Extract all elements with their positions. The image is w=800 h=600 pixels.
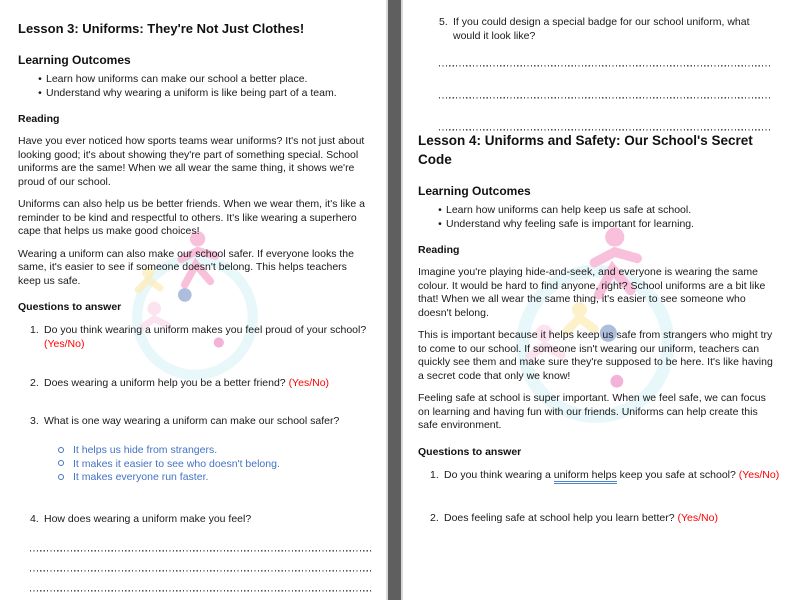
multiple-choice-options bbox=[18, 444, 372, 485]
question-item-3 bbox=[18, 415, 372, 429]
lesson4-title: Lesson 4: Uniforms and Safety: Our School's Secret Code bbox=[418, 133, 753, 167]
question-number: 2. bbox=[430, 512, 439, 524]
question-text: What is one way wearing a uniform can make our school safer? bbox=[44, 414, 340, 427]
question-text: Does feeling safe at school help you learn better? (Yes/No) bbox=[444, 512, 718, 524]
answer-hint: (Yes/No) bbox=[288, 377, 330, 389]
answer-hint: (Yes/No) bbox=[677, 512, 718, 524]
question-item-2 bbox=[18, 377, 372, 391]
circle-bullet-icon bbox=[58, 460, 64, 466]
question-number: 2. bbox=[30, 377, 39, 389]
page-left bbox=[0, 0, 386, 600]
option-text: It makes it easier to see who doesn't belong. bbox=[73, 457, 280, 470]
bullet-icon: • bbox=[38, 86, 42, 99]
outcome-item bbox=[418, 204, 774, 218]
question-text: Do you think wearing a uniform helps keep you safe at school? (Yes/No) bbox=[444, 469, 779, 483]
questions-heading: Questions to answer bbox=[18, 301, 122, 313]
reading-paragraph: Imagine you're playing hide-and-seek, and everyone is wearing the same colour. It would be hard to find anyone, right? School uniforms are a bit like that! When we all wear the same thing, it's easier to see someone who doesn't belong. bbox=[418, 266, 766, 319]
grammar-flagged-text: uniform helps bbox=[554, 469, 617, 484]
question-text: How does wearing a uniform make you feel? bbox=[44, 512, 252, 525]
outcomes-list bbox=[18, 73, 372, 100]
reading-paragraph: Have you ever noticed how sports teams wear uniforms? It's not just about looking good; it's about showing they're part of something special. School uniforms are the same! When we all wear the same thing, it shows we're proud of our school. bbox=[18, 135, 365, 188]
question-item-1 bbox=[18, 324, 372, 351]
outcome-item bbox=[418, 218, 774, 232]
circle-bullet-icon bbox=[58, 447, 64, 453]
reading-heading: Reading bbox=[418, 244, 460, 256]
answer-line bbox=[30, 550, 372, 552]
outcome-item bbox=[18, 87, 372, 101]
bullet-icon: • bbox=[438, 217, 442, 230]
bullet-icon: • bbox=[38, 73, 42, 85]
question-text: If you could design a special badge for our school uniform, what would it look like? bbox=[453, 16, 750, 42]
question-number: 4. bbox=[30, 512, 39, 525]
reading-paragraph: This is important because it helps keep us safe from strangers who might try to come to our school. If someone isn't wearing our uniform, teachers can quickly see them and make sure they're supposed to be here. It's like having a secret code that only we know! bbox=[418, 329, 773, 382]
outcome-text: Learn how uniforms can make our school a better place. bbox=[46, 73, 308, 85]
reading-paragraph: Uniforms can also help us be better friends. When we wear them, it's like a reminder to be kind and respectful to others. It's like wearing a superhero cape that helps us make good choices! bbox=[18, 198, 365, 237]
page-right bbox=[403, 0, 800, 600]
question-item-5 bbox=[418, 16, 774, 43]
answer-line bbox=[439, 97, 772, 99]
bullet-icon: • bbox=[438, 204, 442, 216]
outcome-text: Understand why wearing a uniform is like being part of a team. bbox=[46, 86, 337, 99]
answer-line bbox=[30, 590, 372, 592]
question-number: 3. bbox=[30, 414, 39, 427]
learning-outcomes-heading: Learning Outcomes bbox=[418, 184, 531, 198]
answer-hint: (Yes/No) bbox=[44, 337, 85, 350]
page-divider bbox=[386, 0, 403, 600]
question-number: 1. bbox=[430, 468, 439, 481]
reading-paragraph: Wearing a uniform can also make our school safer. If everyone looks the same, it's easier to see if someone doesn't belong. This helps teachers keep us safe. bbox=[18, 247, 354, 287]
reading-paragraph: Feeling safe at school is super important. When we feel safe, we can focus on learning and having fun with our friends. Uniforms can help create this safe environment. bbox=[418, 392, 766, 431]
learning-outcomes-heading: Learning Outcomes bbox=[18, 53, 131, 67]
option-text: It makes everyone run faster. bbox=[73, 471, 209, 483]
question-item-1 bbox=[418, 468, 780, 483]
question-number: 1. bbox=[30, 324, 39, 336]
outcomes-list bbox=[418, 204, 774, 231]
question-item-2 bbox=[418, 512, 774, 526]
outcome-item bbox=[18, 73, 372, 87]
question-text: Does wearing a uniform help you be a better friend? (Yes/No) bbox=[44, 377, 330, 389]
question-item-4 bbox=[18, 513, 372, 527]
question-number: 5. bbox=[439, 16, 448, 28]
outcome-text: Learn how uniforms can help keep us safe at school. bbox=[446, 204, 692, 216]
option-item bbox=[18, 458, 372, 472]
questions-heading: Questions to answer bbox=[418, 445, 522, 458]
reading-heading: Reading bbox=[18, 113, 60, 125]
question-text: Do you think wearing a uniform makes you feel proud of your school? (Yes/No) bbox=[44, 324, 372, 351]
answer-line bbox=[439, 65, 772, 67]
answer-line bbox=[30, 570, 372, 572]
option-item bbox=[18, 471, 372, 485]
lesson3-title: Lesson 3: Uniforms: They're Not Just Clothes! bbox=[18, 21, 305, 36]
circle-bullet-icon bbox=[58, 474, 64, 480]
answer-hint: (Yes/No) bbox=[738, 468, 780, 481]
option-text: It helps us hide from strangers. bbox=[73, 444, 218, 456]
outcome-text: Understand why feeling safe is important for learning. bbox=[446, 217, 695, 230]
option-item bbox=[18, 444, 372, 458]
